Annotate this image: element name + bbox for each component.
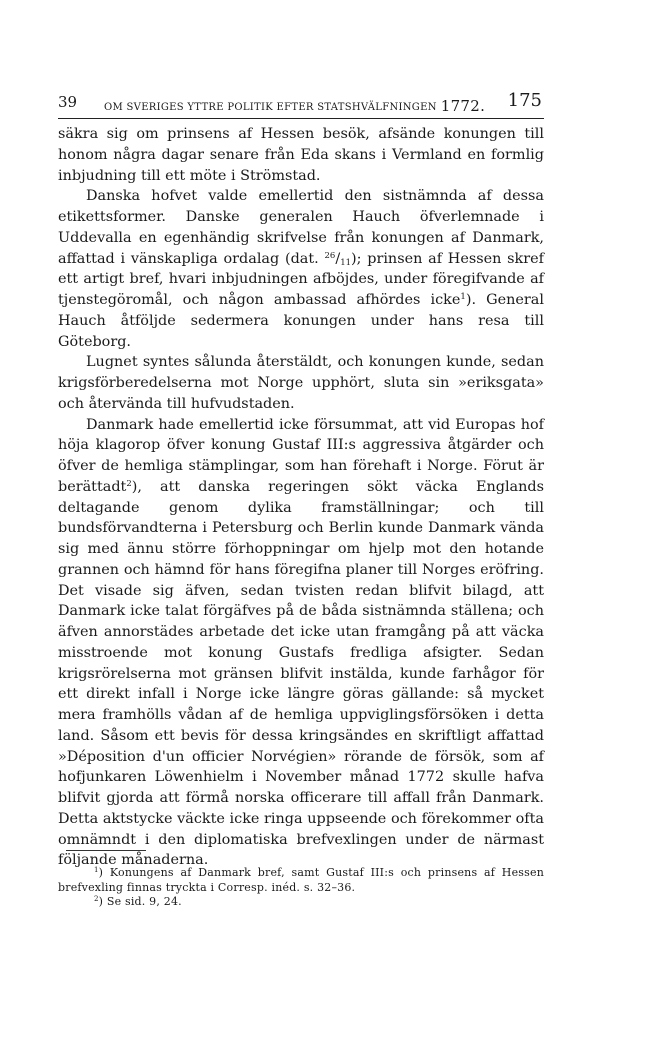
running-title-year: 1772.: [440, 97, 486, 115]
footnote-2-text: ) Se sid. 9, 24.: [98, 895, 182, 908]
signature-mark: 39: [58, 93, 78, 111]
paragraph-2: Danska hofvet valde emellertid den sistnämnda af dessa etikettsformer. Danske generalen Hauch öfverlemnade i Uddevalla en egenhändig skrifvelse från konungen af Danmark, affattad i vänskapliga ordalag (dat. $^{26}/_{11}$); prinsen af Hessen skref ett artigt bref, hvari inbjudningen afböjdes, under föregifvande af tjenstegöromål, och någon ambassad afhördes icke$^1$). General Hauch åtföljde sedermera konungen under hans resa till Göteborg.: [58, 188, 544, 350]
paragraph-1: säkra sig om prinsens af Hessen besök, afsände konungen till honom några dagar senare från Eda skans i Vermland en formlig inbjudning till ett möte i Strömstad.: [58, 126, 544, 184]
paragraph-4-text-a: Danmark hade emellertid icke försummat, att vid Europas hof höja klagorop öfver konung Gustaf III:s aggressiva åtgärder och öfver de hemliga stämplingar, som han förehaft i Norge. Förut är berättadt: [58, 416, 544, 495]
footnote-1-mark: 1: [94, 866, 99, 874]
paragraph-2-text-c: ). General Hauch åtföljde sedermera konungen under hans resa till Göteborg.: [58, 292, 544, 350]
footnote-ref-1: 1: [460, 292, 466, 302]
paragraph-4: [58, 415, 544, 872]
footnotes: [58, 866, 544, 910]
running-title: [104, 96, 485, 114]
running-header: [58, 90, 544, 114]
page-number: 175: [507, 90, 542, 111]
date-denominator: 11: [340, 257, 352, 268]
footnote-ref-2: 2: [126, 478, 132, 489]
paragraph-4-text-b: ), att danska regeringen sökt väcka Englands deltagande genom dylika framställningar; och till bundsförvandterna i Petersburg och Berlin kunde Danmark vända sig med ännu större förhoppningar om hjelp mot den hotande grannen och hämnd för hans föregifna planer till Norges eröfring. Det visade sig äfven, sedan tvisten redan blifvit bilagd, att Danmark icke talat förgäfves på de båda sistnämnda ställena; och äfven annorstädes arbetade det icke utan framgång på att väcka misstroende mot konung Gustafs fredliga afsigter. Sedan krigsrörelserna mot gränsen blifvit instälda, kunde farhågor för ett direkt infall i Norge icke längre göras gällande: så mycket mera framhölls vådan af de hemliga uppviglingsförsöken i detta land. Såsom ett bevis för dessa kringsändes en skriftligt affattad »Déposition d'un officier Norvégien» rörande de försök, som af hofjunkaren Löwenhielm i November månad 1772 skulle hafva blifvit gjorda att förmå norska officerare till affall från Danmark. Detta aktstycke väckte icke ringa uppseende och förekommer ofta omnämndt i den diplomatiska brefvexlingen under de närmast följande månaderna.: [58, 478, 544, 869]
paragraph-2-text-b: ); prinsen af Hessen skref ett artigt bref, hvari inbjudningen afböjdes, under föregifvande af tjenstegöromål, och någon ambassad afhördes icke: [58, 250, 544, 308]
footnote-2: [58, 895, 544, 910]
footnote-rule: [66, 850, 146, 851]
running-title-text: OM SVERIGES YTTRE POLITIK EFTER STATSHVÄLFNINGEN: [104, 102, 437, 113]
footnote-2-mark: 2: [94, 895, 99, 903]
paragraph-3: Lugnet syntes sålunda återstäldt, och konungen kunde, sedan krigsförberedelserna mot Norge upphört, sluta sin »eriksgata» och återvända till hufvudstaden.: [58, 354, 544, 412]
body-text: [58, 124, 544, 871]
date-numerator: 26: [324, 250, 336, 261]
footnote-1: [58, 866, 544, 895]
header-rule: [58, 118, 544, 119]
footnote-1-text: ) Konungens af Danmark bref, samt Gustaf III:s och prinsens af Hessen brefvexling finnas tryckta i Corresp. inéd. s. 32–36.: [58, 866, 544, 894]
paragraph-2-text-a: Danska hofvet valde emellertid den sistnämnda af dessa etikettsformer. Danske generalen Hauch öfverlemnade i Uddevalla en egenhändig skrifvelse från konungen af Danmark, affattad i vänskapliga ordalag (dat.: [58, 188, 544, 267]
